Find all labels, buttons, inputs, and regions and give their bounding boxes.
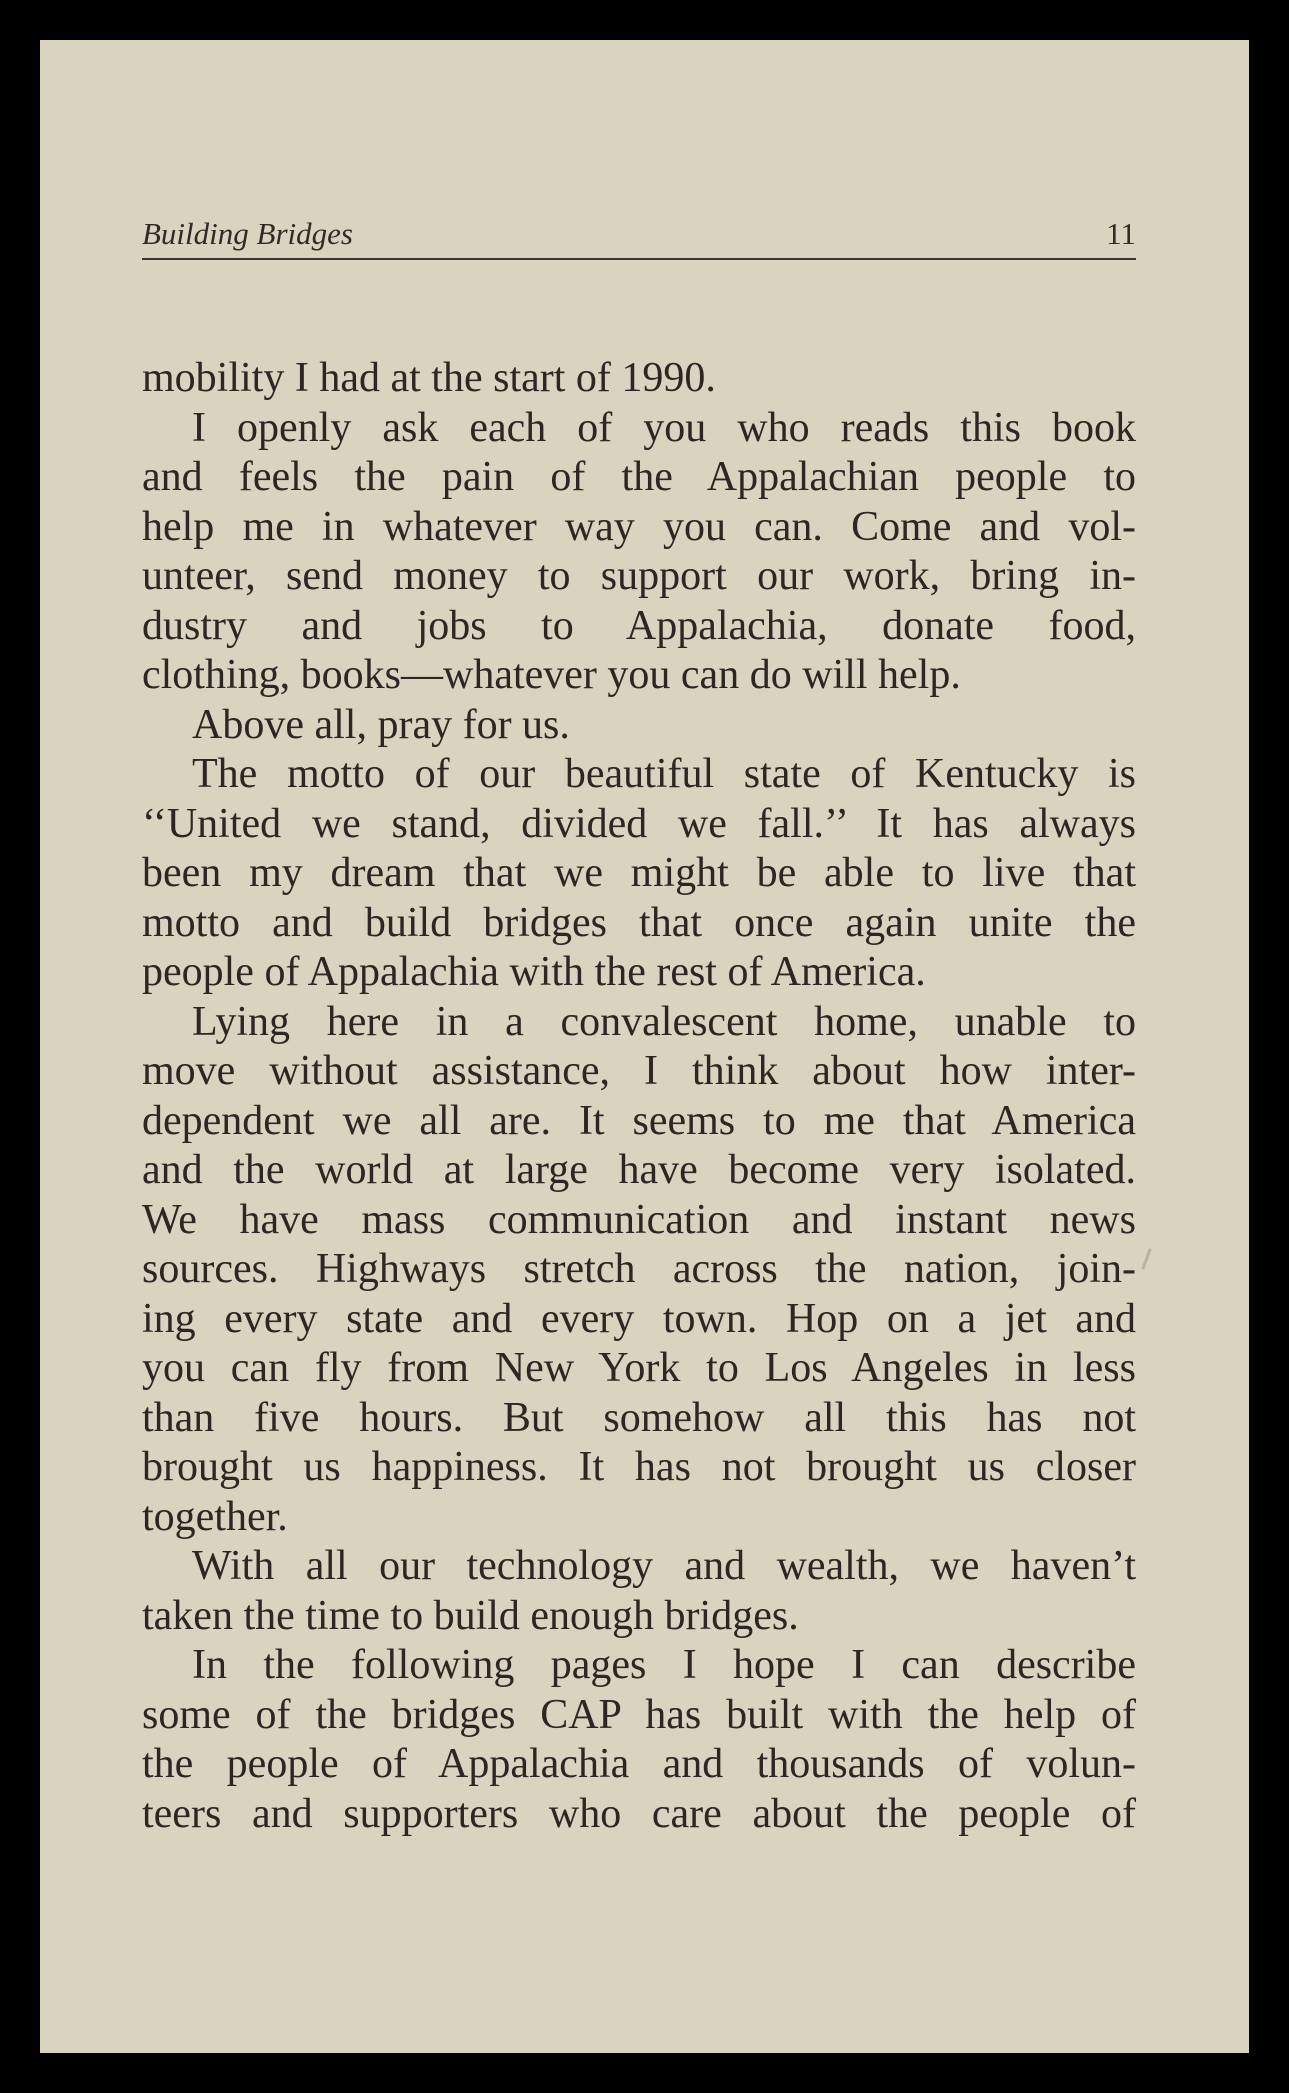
text-line: motto and build bridges that once again unite the [142, 899, 1136, 946]
text-line: With all our technology and wealth, we haven’t [192, 1543, 1136, 1589]
text-line: together. [142, 1493, 288, 1540]
text-line: and feels the pain of the Appalachian people to [142, 454, 1136, 500]
text-line: help me in whatever way you can. Come and vol- [142, 503, 1136, 550]
page-number: 11 [1106, 216, 1136, 251]
text-line: We have mass communication and instant news [142, 1196, 1136, 1243]
running-head-title: Building Bridges [142, 216, 353, 251]
text-line: clothing, books—whatever you can do will help. [142, 652, 961, 698]
text-line: ‘‘United we stand, divided we fall.’’ It has always [142, 800, 1136, 847]
text-line: than five hours. But somehow all this has not [142, 1394, 1136, 1441]
text-line: brought us happiness. It has not brought us closer [142, 1444, 1136, 1490]
text-line: In the following pages I hope I can describe [192, 1642, 1136, 1688]
text-line: ing every state and every town. Hop on a jet and [142, 1295, 1136, 1342]
text-line: and the world at large have become very isolated. [142, 1147, 1136, 1193]
text-line: dustry and jobs to Appalachia, donate food, [142, 602, 1136, 649]
text-line: you can fly from New York to Los Angeles in less [142, 1345, 1136, 1391]
text-line: Above all, pray for us. [192, 701, 570, 748]
body-text [142, 354, 1136, 1839]
text-line: I openly ask each of you who reads this book [192, 404, 1136, 451]
text-line: teers and supporters who care about the people of [142, 1790, 1136, 1837]
text-line: unteer, send money to support our work, bring in- [142, 553, 1136, 599]
text-line: Lying here in a convalescent home, unable to [192, 998, 1136, 1045]
running-head [142, 212, 1136, 260]
text-line: sources. Highways stretch across the nation, join- [142, 1246, 1136, 1292]
text-line: people of Appalachia with the rest of America. [142, 949, 926, 995]
text-line: taken the time to build enough bridges. [142, 1592, 799, 1639]
text-line: move without assistance, I think about how inter- [142, 1048, 1136, 1094]
text-line: been my dream that we might be able to live that [142, 850, 1136, 896]
text-line: mobility I had at the start of 1990. [142, 355, 716, 401]
text-line: dependent we all are. It seems to me that America [142, 1097, 1136, 1144]
text-line: The motto of our beautiful state of Kentucky is [192, 751, 1136, 797]
text-line: the people of Appalachia and thousands of volun- [142, 1741, 1136, 1787]
text-line: some of the bridges CAP has built with the help of [142, 1691, 1136, 1738]
